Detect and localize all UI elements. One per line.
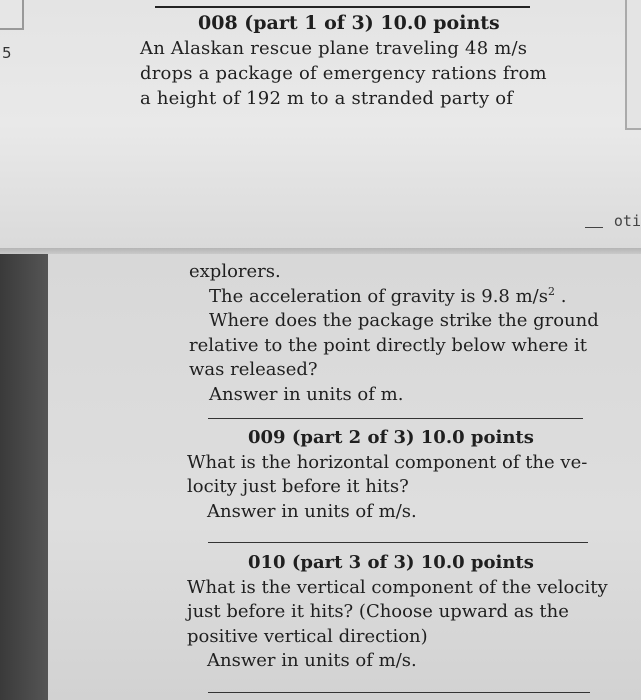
dark-background [0,254,48,700]
right-edge-paper [625,0,641,130]
edge-line [585,227,603,228]
prompt-line: relative to the point directly below where it [189,334,587,356]
prompt-line: locity just before it hits? [187,476,409,497]
question-009-header: 009 (part 2 of 3) 10.0 points [248,427,534,448]
edge-fragment: oti [613,212,641,230]
continued-line: explorers. [189,261,281,282]
question-009 [187,426,587,524]
intro-line: An Alaskan rescue plane traveling 48 m/s [140,38,528,59]
left-edge-paper [0,0,24,30]
top-sheet [0,0,641,250]
answer-units: Answer in units of m/s. [207,500,417,522]
answer-units: Answer in units of m. [209,383,404,405]
prompt-line: What is the vertical component of the velocity [187,576,608,598]
question-010 [187,551,608,674]
prompt-line: Where does the package strike the ground [209,310,599,331]
top-divider [155,6,530,8]
margin-number: 5 [2,44,12,62]
intro-line: a height of 192 m to a stranded party of [140,88,514,109]
gravity-exponent: 2 [547,284,555,298]
question-008-header: 008 (part 1 of 3) 10.0 points [198,12,500,34]
gravity-text: The acceleration of gravity is 9.8 m/s [209,285,548,307]
answer-line-008[interactable] [208,418,583,419]
answer-line-009[interactable] [208,542,588,543]
gravity-suffix: . [554,285,567,307]
question-008-intro [140,36,560,111]
question-010-header: 010 (part 3 of 3) 10.0 points [248,552,534,573]
prompt-line: What is the horizontal component of the ve- [187,451,588,473]
intro-line: drops a package of emergency rations from [140,63,547,84]
gravity-line [189,285,599,310]
prompt-line: was released? [189,359,318,380]
answer-units: Answer in units of m/s. [207,650,417,671]
bottom-sheet [48,254,641,700]
prompt-line: positive vertical direction) [187,625,428,647]
question-008-continued [189,260,599,407]
answer-line-010[interactable] [208,692,590,693]
prompt-line: just before it hits? (Choose upward as the [187,601,569,622]
